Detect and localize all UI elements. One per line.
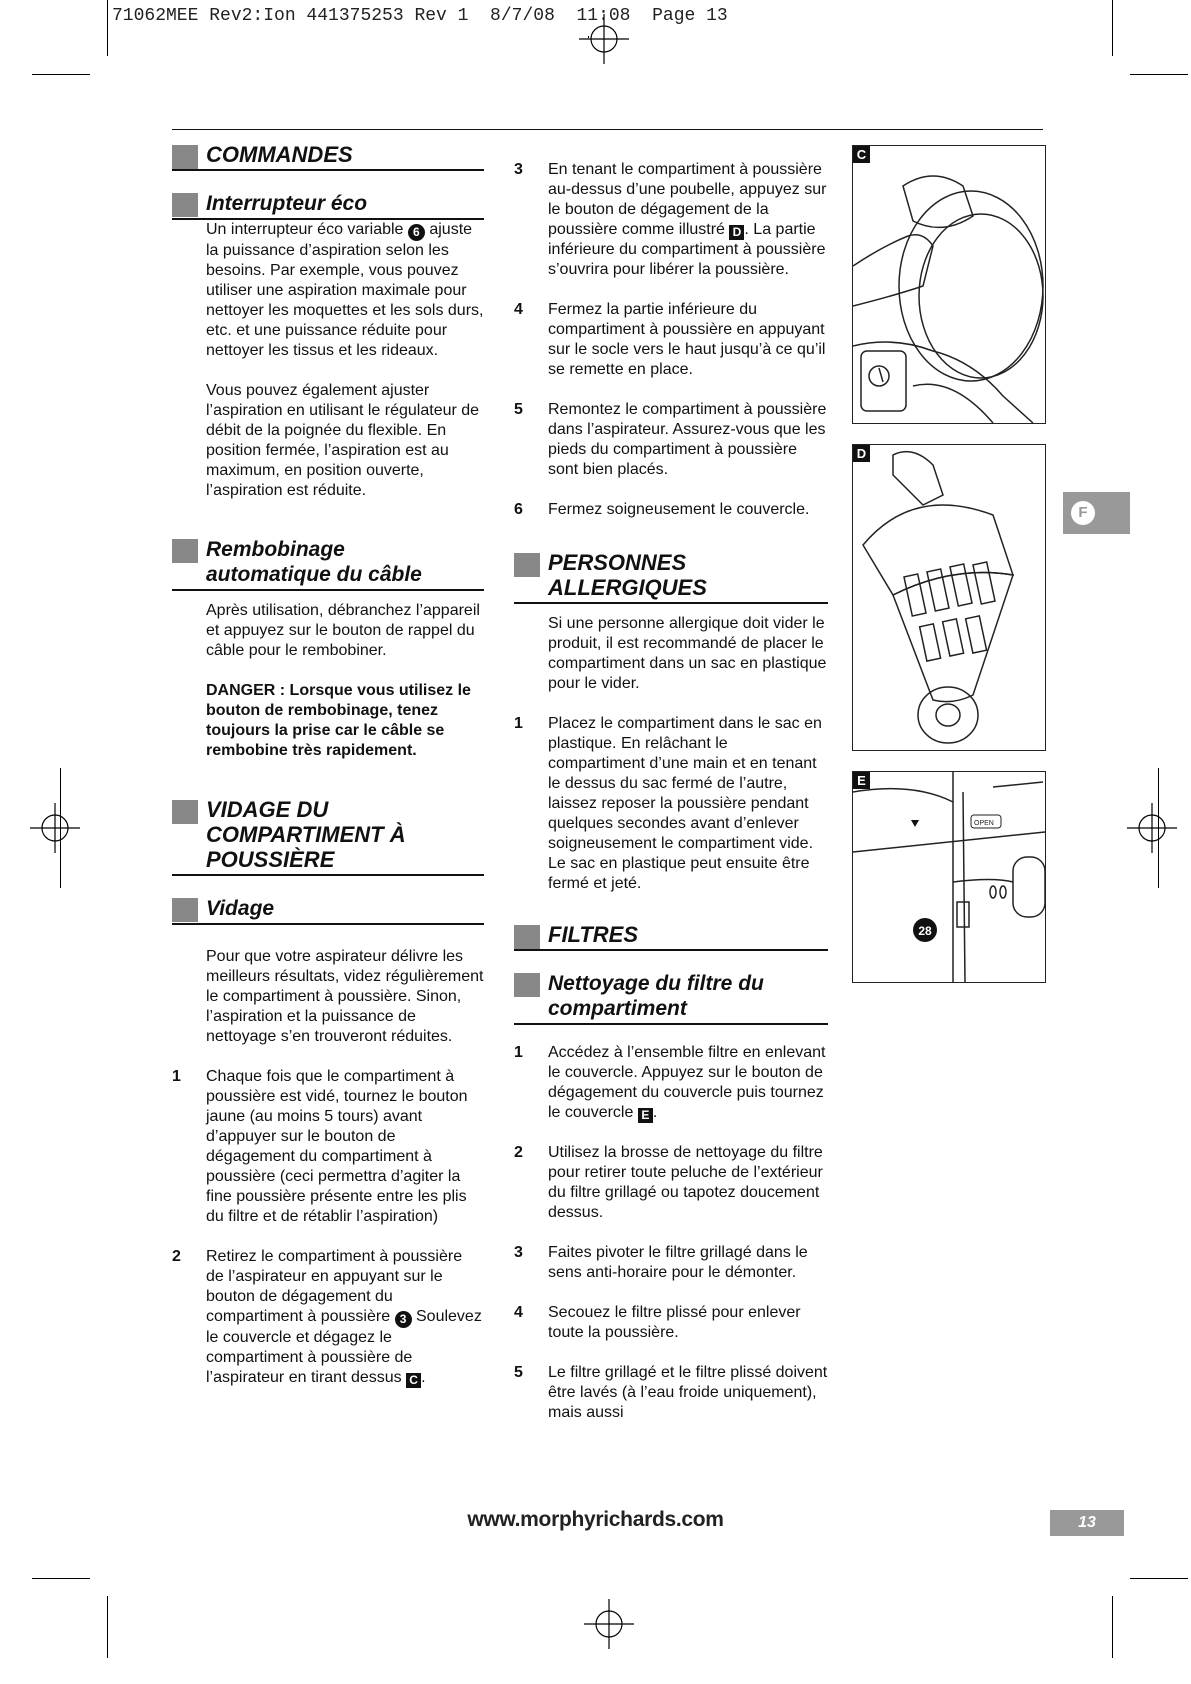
heading-vidage-compartiment: VIDAGE DU COMPARTIMENT À POUSSIÈRE [172, 797, 484, 876]
heading-rembobinage: Rembobinage automatique du câble [172, 537, 484, 591]
figure-c: C [852, 145, 1046, 424]
crop-mark [1130, 1578, 1188, 1579]
list-item: 5 Remontez le compartiment à poussière dans l’aspirateur. Assurez-vous que les pieds du compartiment à poussière sont bien placés. [514, 401, 827, 478]
top-rule [172, 129, 1043, 130]
crop-mark [107, 1596, 108, 1658]
list-item: 1 Accédez à l’ensemble filtre en enlevant le couvercle. Appuyez sur le bouton de dégagement du couvercle puis tournez le couvercle E . [514, 1044, 826, 1122]
language-tab-letter: F [1071, 501, 1095, 525]
figure-ref-d: D [729, 225, 744, 240]
figure-ref-c: C [406, 1373, 421, 1388]
paragraph-eco: Un interrupteur éco variable 6 ajuste la puissance d’aspiration selon les besoins. Par exemple, vous pouvez utiliser une aspiration maximale pour nettoyer les moquettes et les sols durs, etc. et une puissance réduite pour nettoyer les tissus et les rideaux. [206, 221, 484, 359]
dust-compartment-illustration-icon [853, 445, 1045, 750]
language-tab [1063, 492, 1130, 534]
heading-nettoyage-filtre: Nettoyage du filtre du compartiment [514, 971, 828, 1025]
list-item: 4 Fermez la partie inférieure du compartiment à poussière en appuyant sur le socle vers le haut jusqu’à ce qu’il se remette en place. [514, 301, 826, 378]
paragraph-allergiques: Si une personne allergique doit vider le produit, il est recommandé de placer le compartiment dans un sac en plastique pour le vider. [548, 615, 827, 692]
callout-28-icon: 28 [918, 924, 932, 938]
heading-vidage: Vidage [172, 896, 484, 925]
vacuum-lid-illustration-icon [853, 146, 1045, 423]
callout-3-icon: 3 [395, 1311, 412, 1328]
list-item: 4 Secouez le filtre plissé pour enlever toute la poussière. [514, 1304, 801, 1341]
list-item: 3 Faites pivoter le filtre grillagé dans le sens anti-horaire pour le démonter. [514, 1244, 808, 1281]
crop-mark [32, 1578, 90, 1579]
paragraph-vidage: Pour que votre aspirateur délivre les meilleurs résultats, videz régulièrement le compartiment à poussière. Sinon, l’aspiration et la puissance de nettoyage s’en trouveront réduites. [206, 948, 484, 1045]
callout-6-icon: 6 [408, 224, 425, 241]
figure-ref-e: E [638, 1108, 653, 1123]
list-item: 3 En tenant le compartiment à poussière au-dessus d’une poubelle, appuyez sur le bouton de dégagement de la poussière comme illustré D . La partie inférieure du compartiment à poussière s’ouvrira pour libérer la poussière. [514, 161, 827, 278]
registration-mark-icon [1127, 803, 1177, 853]
heading-filtres: FILTRES [514, 922, 828, 951]
column-left [172, 142, 484, 1388]
list-item: 5 Le filtre grillagé et le filtre plissé doivent être lavés (à l’eau froide uniquement), mais aussi [514, 1364, 828, 1421]
list-item: 2 Retirez le compartiment à poussière de l’aspirateur en appuyant sur le bouton de dégagement du compartiment à poussière 3 Soulevez le couvercle et dégagez le compartiment à poussière de l’aspirateur en tirant dessus C . [172, 1248, 482, 1387]
figure-e: E OPEN 28 [852, 771, 1046, 983]
paragraph-danger: DANGER : Lorsque vous utilisez le bouton de rembobinage, tenez toujours la prise car le câble se rembobine très rapidement. [206, 682, 471, 759]
list-item: 6 Fermez soigneusement le couvercle. [514, 501, 810, 518]
registration-mark-icon [579, 14, 629, 64]
figure-d: D [852, 444, 1046, 751]
list-item: 1 Placez le compartiment dans le sac en plastique. En relâchant le compartiment d’une main et en tenant le dessus du sac fermé de l’autre, laissez reposer la poussière pendant quelques secondes avant d’enlever soigneusement le compartiment vide. Le sac en plastique peut ensuite être fermé et jeté. [514, 715, 822, 892]
list-item: 2 Utilisez la brosse de nettoyage du filtre pour retirer toute peluche de l’extérieur du filtre grillagé ou tapotez doucement dessus. [514, 1144, 823, 1221]
print-slug: 71062MEE Rev2:Ion 441375253 Rev 1 8/7/08 11:08 Page 13 [112, 6, 728, 26]
column-middle [514, 160, 828, 1423]
heading-commandes: COMMANDES [172, 142, 484, 171]
crop-mark [107, 0, 108, 56]
lid-release-illustration-icon [853, 772, 1045, 982]
heading-interrupteur-eco: Interrupteur éco [172, 191, 484, 220]
page-number: 13 [1050, 1510, 1124, 1536]
paragraph-rembobinage: Après utilisation, débranchez l’appareil et appuyez sur le bouton de rappel du câble pour le rembobiner. [206, 602, 480, 659]
crop-mark [1112, 0, 1113, 56]
website-url: www.morphyrichards.com [467, 1508, 724, 1531]
crop-mark [32, 74, 90, 75]
registration-mark-icon [30, 803, 80, 853]
paragraph-eco-2: Vous pouvez également ajuster l’aspiration en utilisant le régulateur de débit de la poignée du flexible. En position fermée, l’aspiration est au maximum, en position ouverte, l’aspiration est réduite. [206, 382, 480, 499]
open-label: OPEN [974, 820, 994, 827]
crop-mark [1130, 74, 1188, 75]
heading-personnes-allergiques: PERSONNES ALLERGIQUES [514, 550, 828, 604]
registration-mark-icon [584, 1599, 634, 1649]
list-item: 1 Chaque fois que le compartiment à poussière est vidé, tournez le bouton jaune (au moins 5 tours) avant d’appuyer sur le bouton de dégagement du compartiment à poussière (ceci permettra d’agiter la fine poussière présente entre les plis du filtre et de rétablir l’aspiration) [172, 1068, 468, 1225]
crop-mark [1112, 1596, 1113, 1658]
